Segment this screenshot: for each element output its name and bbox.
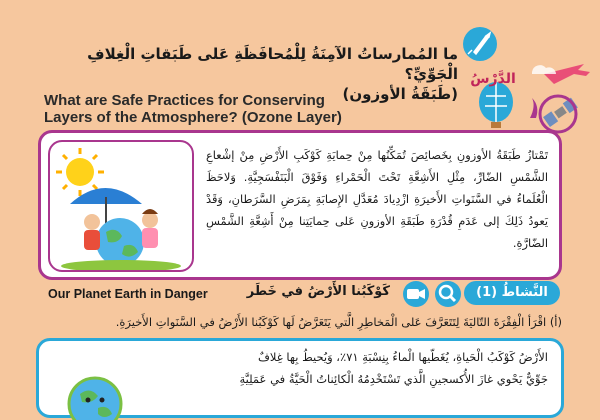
- activity-title-english: Our Planet Earth in Danger: [48, 287, 208, 301]
- passage-line1: الأَرْضُ كَوْكَبُ الْحَياةِ، يُغَطّيها الْماءُ بِنِسْبَةِ ٧١٪، وَيُحيطُ بِها غِلافٌ: [257, 350, 548, 364]
- video-camera-icon: [407, 289, 425, 299]
- ozone-paragraph: تَمْتازُ طَبَقَةُ الأوزونِ بِخَصائِصَ تُمَكِّنُها مِنْ حِمايَةِ كَوْكَبِ الأَرْضِ مِنْ إشْعاعِ الشَّمْسِ الضّارِّ، مِثْلِ الأَشِعَّةِ تَحْتَ الْحَمْراءِ وَفَوْقَ الْبَنَفْسَجِيَّةِ. وَلاحَظَ الْعُلَماءُ في السَّنَواتِ الأَخيرَةِ ازْدِيادَ مُعَدَّلِ الإِصابَةِ بِمَرَضِ السَّرَطانِ، وَقَدْ يَعودُ ذَلِكَ إلى عَدَمِ قُدْرَةِ طَبَقَةِ الأوزونِ عَلى حِمايَتِنا مِنْ أَشِعَّةِ الشَّمْسِ الضّارَّةِ.: [206, 148, 548, 250]
- title-ar-line2: (طَبَقَةُ الأوزون): [342, 85, 458, 103]
- activity-instruction: (أ) اقْرَأ الْفِقْرَةَ التّاليَةَ لِتَتَعَرَّفَ عَلى الْمَخاطِرِ الَّتي يَتَعَرَّضُ لَها كَوْكَبُنا الأَرْضُ في السَّنَواتِ الأَخيرَةِ.: [115, 315, 562, 329]
- lesson-title-english: [44, 92, 444, 126]
- children-earth-illustration: [48, 140, 194, 272]
- activity-title-arabic: كَوْكَبُنا الأَرْضُ في خَطَر: [246, 284, 390, 299]
- lesson-label: الدَّرْسُ: [470, 71, 516, 87]
- earth-character-illustration: [60, 370, 130, 420]
- child-left-icon: [84, 214, 100, 230]
- sun-icon: [56, 148, 104, 196]
- flame-icon: [530, 98, 537, 118]
- activity-number-pill: النَّشاطُ (1): [464, 281, 560, 305]
- title-en-line2: Layers of the Atmosphere? (Ozone Layer): [44, 109, 342, 126]
- earth-globe-icon: [96, 218, 144, 266]
- title-ar-line1: ما المُمارساتُ الآمِنَةُ لِلْمُحافَظَةِ عَلى طَبَقاتِ الْغِلافِ الْجَوِّيِّ؟: [87, 45, 458, 83]
- passage-line2: جَوِّيٌّ يَحْوي غازَ الأُكسجينِ الَّذي تَسْتَخْدِمُهُ الْكائِناتُ الْحَيَّةُ في عَمَلِيَّةِ: [239, 372, 548, 386]
- reading-passage: [128, 346, 548, 390]
- title-en-line1: What are Safe Practices for Conserving: [44, 92, 325, 109]
- child-right-icon: [142, 212, 158, 228]
- activity-icons: [398, 279, 466, 309]
- cloud-icon: [532, 65, 556, 74]
